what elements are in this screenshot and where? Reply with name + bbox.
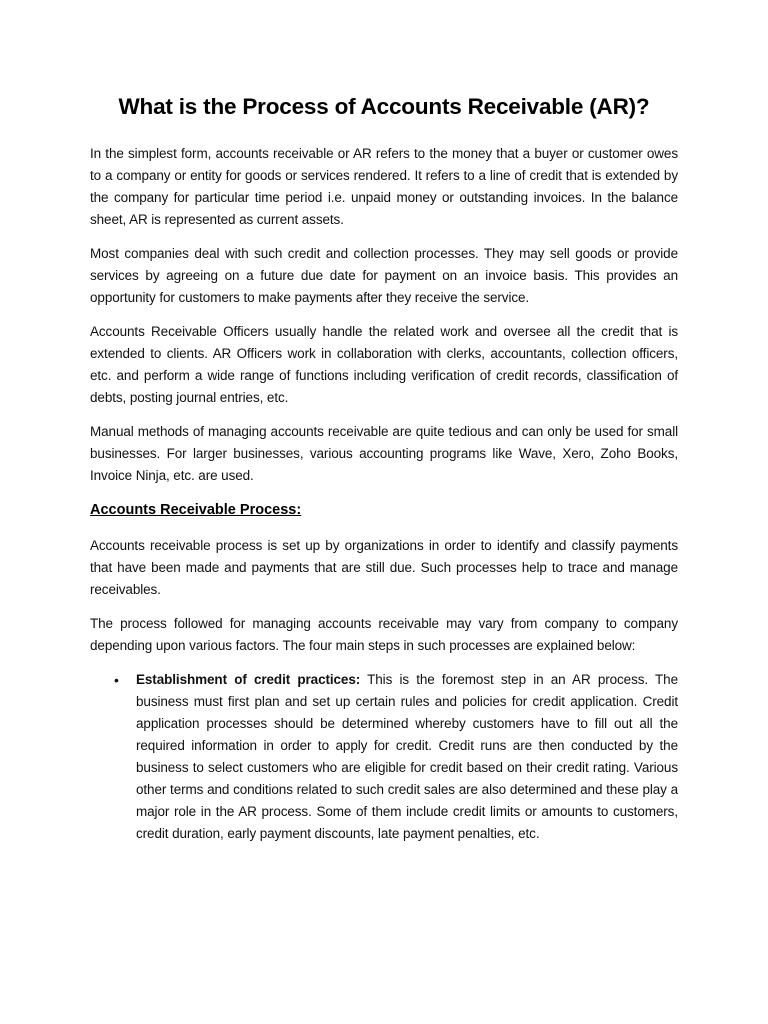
section-heading: Accounts Receivable Process: bbox=[90, 502, 302, 518]
document-title: What is the Process of Accounts Receivable (AR)? bbox=[118, 94, 650, 119]
section-paragraph-2: The process followed for managing accounts receivable may vary from company to company depending upon various factors. The four main steps in such processes are explained below: bbox=[90, 616, 678, 653]
intro-paragraph-2: Most companies deal with such credit and collection processes. They may sell goods or provide services by agreeing on a future due date for payment on an invoice basis. This provides an opportunity for customers to make payments after they receive the service. bbox=[90, 246, 678, 305]
intro-paragraph-3: Accounts Receivable Officers usually handle the related work and oversee all the credit that is extended to clients. AR Officers work in collaboration with clerks, accountants, collection officers, etc. and perform a wide range of functions including verification of credit records, classification of debts, posting journal entries, etc. bbox=[90, 324, 678, 405]
intro-paragraph-1: In the simplest form, accounts receivable or AR refers to the money that a buyer or customer owes to a company or entity for goods or services rendered. It refers to a line of credit that is extended by the company for particular time period i.e. unpaid money or outstanding invoices. In the balance sheet, AR is represented as current assets. bbox=[90, 146, 678, 227]
list-item bbox=[114, 669, 678, 845]
steps-list bbox=[90, 669, 678, 845]
list-item-term: Establishment of credit practices: bbox=[136, 672, 361, 687]
section-paragraph-1: Accounts receivable process is set up by organizations in order to identify and classify payments that have been made and payments that are still due. Such processes help to trace and manage receivables. bbox=[90, 538, 678, 597]
intro-paragraph-4: Manual methods of managing accounts receivable are quite tedious and can only be used for small businesses. For larger businesses, various accounting programs like Wave, Xero, Zoho Books, Invoice Ninja, etc. are used. bbox=[90, 424, 678, 483]
bullet-icon: • bbox=[114, 672, 119, 688]
list-item-text: This is the foremost step in an AR process. The business must first plan and set up certain rules and policies for credit application. Credit application processes should be determined whereby customers have to fill out all the required information in order to apply for credit. Credit runs are then conducted by the business to select customers who are eligible for credit based on their credit rating. Various other terms and conditions related to such credit sales are also determined and these play a major role in the AR process. Some of them include credit limits or amounts to customers, credit duration, early payment discounts, late payment penalties, etc. bbox=[136, 672, 678, 841]
